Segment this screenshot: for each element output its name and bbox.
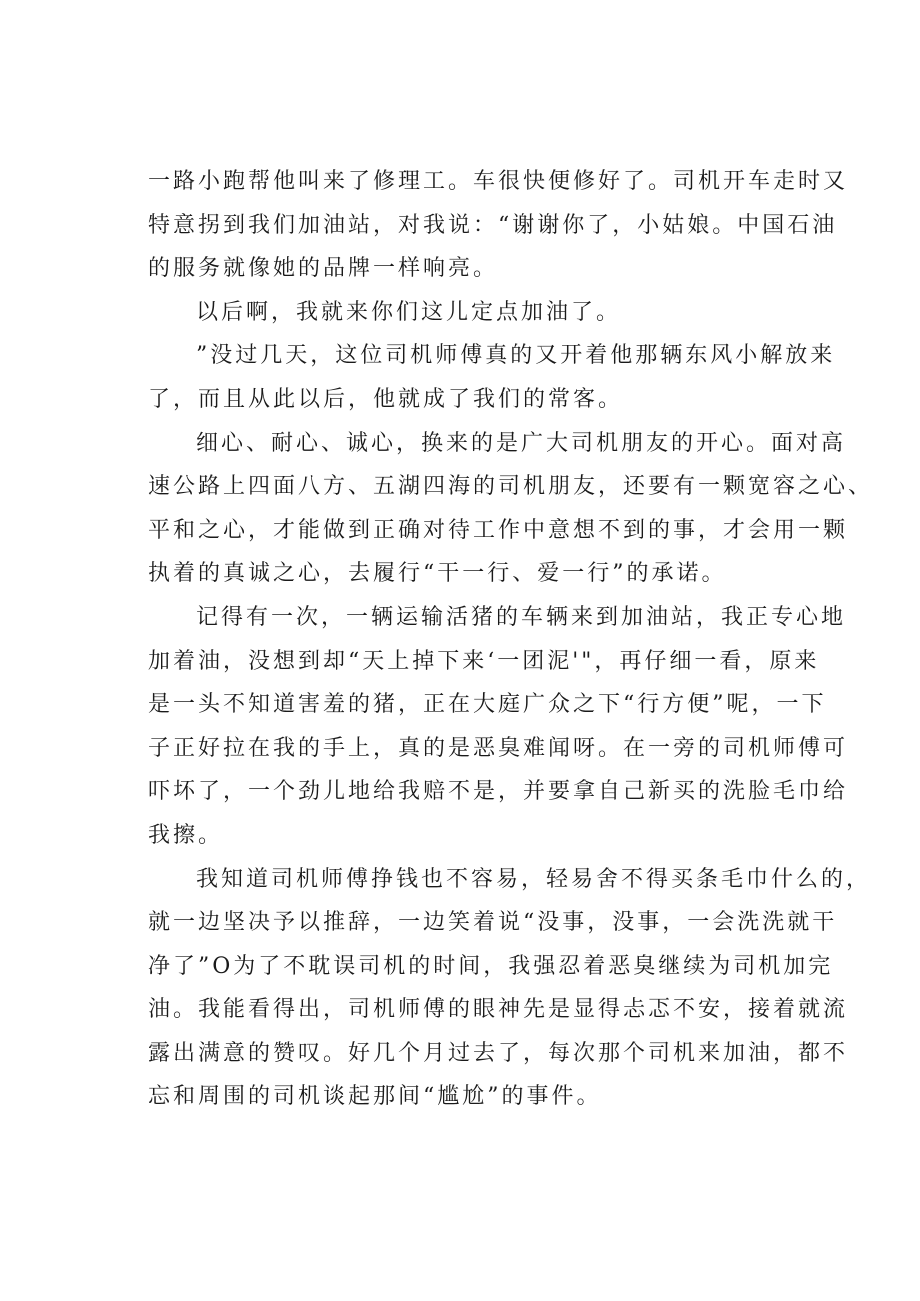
text-line: 露出满意的赞叹。好几个月过去了，每次那个司机来加油，都不 — [148, 1040, 849, 1066]
text-line: 速公路上四面八方、五湖四海的司机朋友，还要有一颗宽容之心、 — [148, 474, 874, 500]
text-line: 子正好拉在我的手上，真的是恶臭难闻呀。在一旁的司机师傅可 — [148, 735, 849, 761]
text-line: 的服务就像她的品牌一样响亮。 — [148, 256, 499, 282]
text-line: 油。我能看得出，司机师傅的眼神先是显得忐忑不安，接着就流 — [148, 997, 849, 1023]
paragraph — [148, 160, 849, 291]
paragraph — [148, 858, 872, 1120]
text-line: 吓坏了，一个劲儿地给我赔不是，并要拿自己新买的洗脸毛巾给 — [148, 779, 849, 805]
paragraph — [148, 422, 874, 596]
text-line: 我擦。 — [148, 822, 224, 848]
text-line: 了，而且从此以后，他就成了我们的常客。 — [148, 386, 624, 412]
text-line: 平和之心，才能做到正确对待工作中意想不到的事，才会用一颗 — [148, 517, 849, 543]
text-line: 我知道司机师傅挣钱也不容易，轻易舍不得买条毛巾什么的， — [196, 866, 872, 892]
body-text — [148, 160, 874, 1119]
text-line: 特意拐到我们加油站，对我说：“谢谢你了，小姑娘。中国石油 — [148, 212, 838, 238]
paragraph — [148, 291, 808, 335]
text-line: 以后啊，我就来你们这儿定点加油了。 — [196, 299, 622, 325]
text-line: 忘和周围的司机谈起那间“尴尬”的事件。 — [148, 1084, 602, 1110]
text-line: 就一边坚决予以推辞，一边笑着说“没事，没事，一会洗洗就干 — [148, 910, 838, 936]
text-line: 执着的真诚之心，去履行“干一行、爱一行”的承诺。 — [148, 561, 727, 587]
text-line: ”没过几天，这位司机师傅真的又开着他那辆东风小解放来 — [196, 343, 836, 369]
text-line: 加着油，没想到却“天上掉下来‘一团泥'"，再仔细一看，原来 — [148, 648, 820, 674]
paragraph — [148, 334, 836, 421]
text-line: 细心、耐心、诚心，换来的是广大司机朋友的开心。面对高 — [196, 430, 847, 456]
text-line: 净了”O为了不耽误司机的时间，我强忍着恶臭继续为司机加完 — [148, 953, 834, 979]
text-line: 是一头不知道害羞的猪，正在大庭广众之下“行方便”呢，一下 — [148, 692, 827, 718]
text-line: 一路小跑帮他叫来了修理工。车很快便修好了。司机开车走时又 — [148, 169, 849, 194]
paragraph — [148, 596, 849, 858]
text-line: 记得有一次，一辆运输活猪的车辆来到加油站，我正专心地 — [196, 604, 847, 630]
